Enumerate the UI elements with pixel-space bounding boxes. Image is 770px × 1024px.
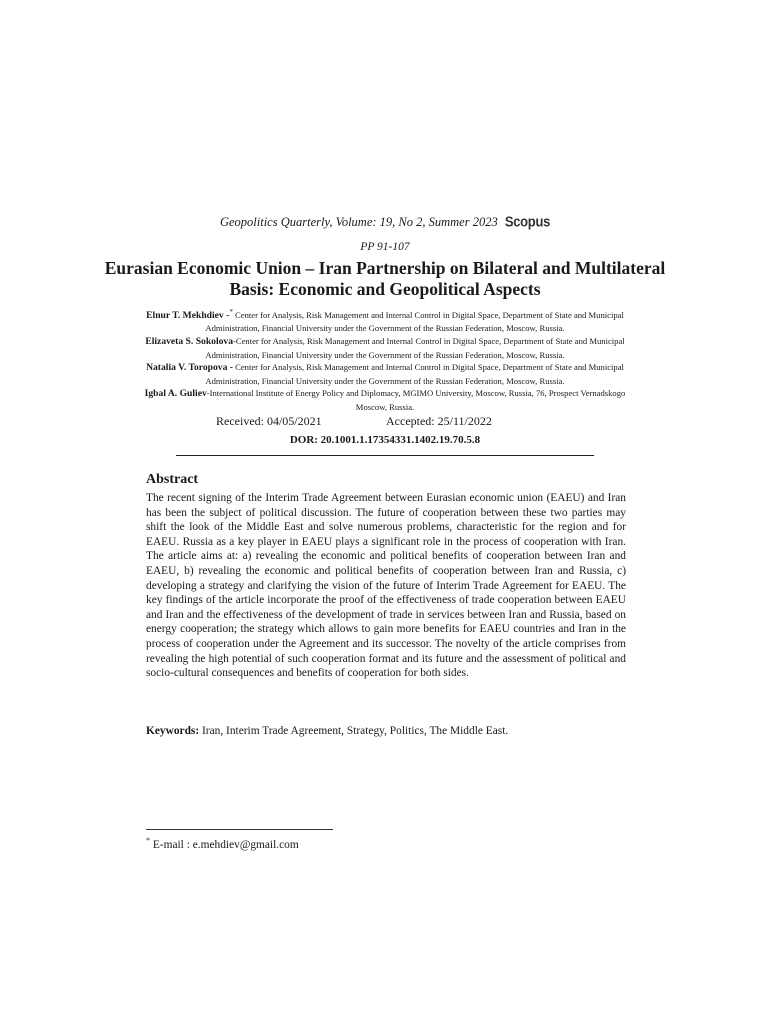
author-affiliation: -Center for Analysis, Risk Management and Internal Control in Digital Space, Department of State and Municipal Administration, Financial University under the Government of the Russian Federation, Moscow, Russia.: [205, 336, 625, 360]
author-affiliation: Center for Analysis, Risk Management and Internal Control in Digital Space, Department of State and Municipal Administration, Financial University under the Government of the Russian Federation, Moscow, Russia.: [205, 309, 624, 334]
footnote-mark: *: [146, 836, 150, 845]
footnote: [146, 836, 299, 851]
received-date: Received: 04/05/2021: [216, 414, 322, 428]
footnote-divider: [146, 829, 333, 830]
author-affiliation: -International Institute of Energy Policy and Diplomacy, MGIMO University, Moscow, Russia, 76, Prospect Vernadskogo Moscow, Russia.: [206, 388, 626, 413]
keywords: [146, 725, 626, 737]
author-affiliation: Center for Analysis, Risk Management and Internal Control in Digital Space, Department of State and Municipal Administration, Financial University under the Government of the Russian Federation, Moscow, Russia.: [205, 362, 624, 386]
abstract-heading: Abstract: [146, 472, 199, 487]
corresponding-mark: *: [229, 308, 233, 316]
keywords-text: Iran, Interim Trade Agreement, Strategy, Politics, The Middle East.: [199, 725, 509, 737]
journal-citation: Geopolitics Quarterly, Volume: 19, No 2, Summer 2023: [219, 215, 498, 229]
author-name: Elizaveta S. Sokolova: [145, 336, 234, 348]
header-divider: [176, 455, 594, 456]
author-email: E-mail : e.mehdiev@gmail.com: [150, 838, 299, 851]
dor-identifier: DOR: 20.1001.1.17354331.1402.19.70.5.8: [289, 434, 481, 446]
author-name: Elnur T. Mekhdiev -: [146, 309, 230, 321]
author-entry: [140, 361, 630, 387]
page-range: PP 91-107: [360, 241, 410, 253]
author-name: Natalia V. Toropova -: [146, 362, 233, 374]
abstract-text: The recent signing of the Interim Trade Agreement between Eurasian economic union (EAEU) and Iran has been the subject of political discussion. The future of cooperation between these two parties may shift the look of the Middle East and solve numerous problems, characteristic for the region and for EAEU. Russia as a key player in EAEU plays a significant role in the process of cooperation with Iran. The article aims at: a) revealing the economic and political benefits of cooperation between Iran and EAEU, b) revealing the economic and political benefits of cooperation between Iran and Russia, c) developing a strategy and clarifying the vision of the future of Interim Trade Agreement for EAEU. The key findings of the article incorporate the proof of the effectiveness of trade cooperation between EAEU and Iran and the effectiveness of the development of trade in services between Iran and Russia, based on energy cooperation; the strategy which allows to gain more benefits for EAEU countries and Iran in the process of cooperation under the Agreement and its successor. The novelty of the article comprises from revealing the high potential of such cooperation format and its future and the assessment of political and socio-cultural consequences and benefits of cooperation for both sides.: [146, 492, 626, 680]
paper-title: Eurasian Economic Union – Iran Partnership on Bilateral and Multilateral Basis: Economic and Geopolitical Aspects: [104, 258, 666, 299]
accepted-date: Accepted: 25/11/2022: [386, 414, 492, 428]
author-entry: [140, 335, 630, 361]
keywords-label: Keywords:: [146, 725, 200, 737]
author-list: [140, 306, 630, 414]
author-entry: [140, 306, 630, 335]
author-entry: [140, 387, 630, 413]
journal-header: [0, 214, 770, 230]
author-name: Igbal A. Guliev: [144, 388, 207, 400]
scopus-logo: Scopus: [504, 212, 551, 231]
